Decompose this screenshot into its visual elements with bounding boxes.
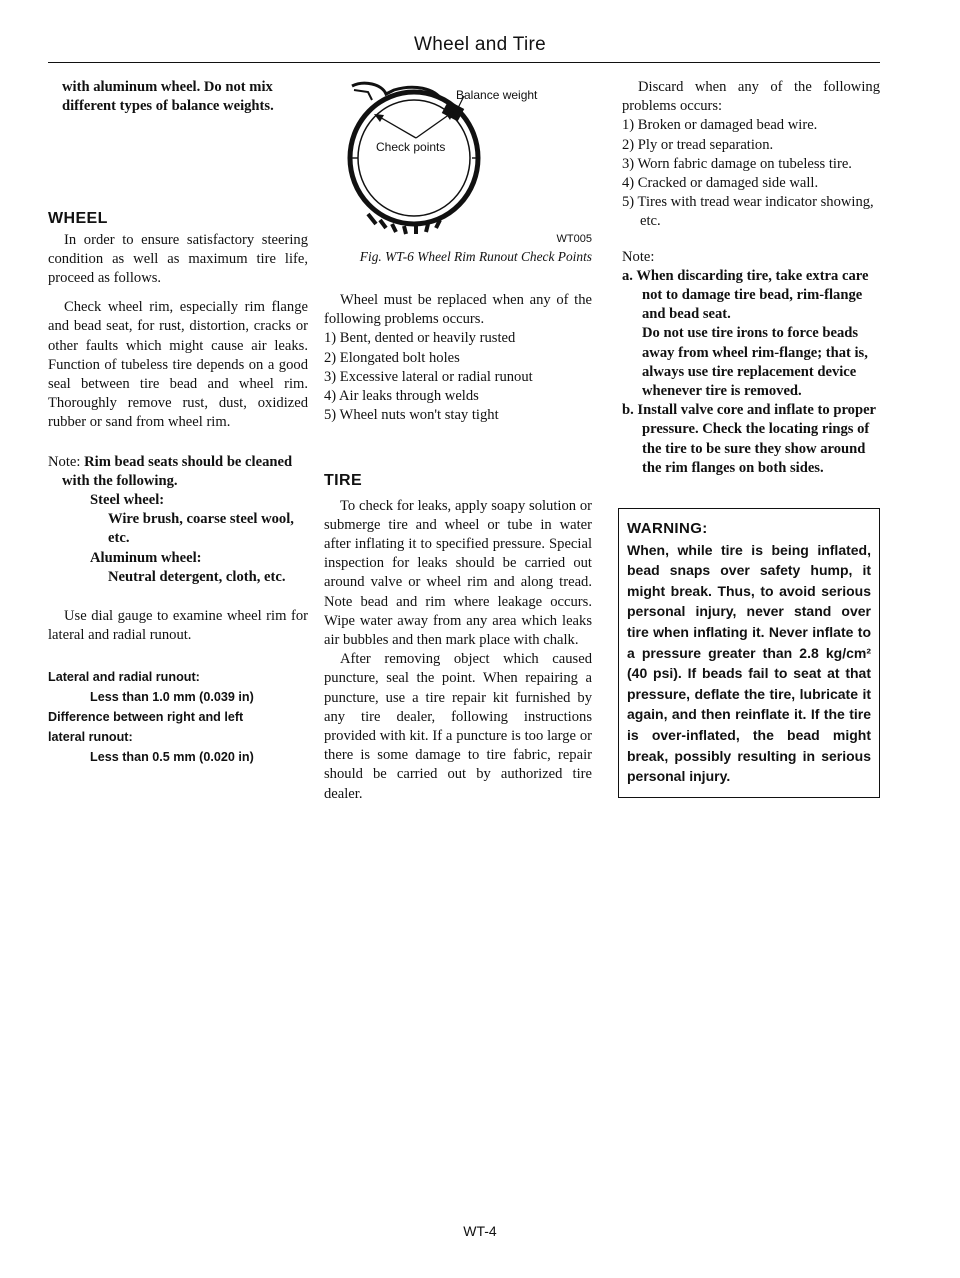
discard-item: 1) Broken or damaged bead wire. xyxy=(622,117,818,134)
discard-list xyxy=(622,116,880,231)
tire-paragraph-1: To check for leaks, apply soapy solution or submerge tire and wheel or tube in water after inflating it to specified pressure. Special inspection for leaks should be carried out around valve or wheel rim and along tread. Note bead and rim where leakage occurs. Wipe water away from any area which leaks air bubbles and then mark place with chalk. xyxy=(324,497,592,649)
discard-item: 5) Tires with tread wear indicator showing, etc. xyxy=(622,194,874,230)
replace-intro: Wheel must be replaced when any of the following problems occurs. xyxy=(324,292,592,328)
wheel-paragraph-2: Check wheel rim, especially rim flange and bead seat, for rust, distortion, cracks or other faults which might cause air leaks. Function of tubeless tire depends on a good seal between tire bead and wheel rim. Thoroughly remove rust, dust, oxidized rubber or sand from wheel rim. xyxy=(48,299,308,431)
note-block xyxy=(48,453,308,587)
replace-item: 2) Elongated bolt holes xyxy=(324,349,460,366)
runout-specs xyxy=(48,667,308,767)
column-middle xyxy=(324,78,592,804)
discard-item: 4) Cracked or damaged side wall. xyxy=(622,175,819,192)
figure-caption-text: Wheel Rim Runout Check Points xyxy=(417,249,592,264)
figure-code: WT005 xyxy=(556,233,592,245)
note-label: Note: xyxy=(48,453,81,470)
replace-item: 1) Bent, dented or heavily rusted xyxy=(324,330,516,347)
aluminum-label: Aluminum wheel: xyxy=(90,549,202,566)
tire-paragraph-2: After removing object which caused puncture, seal the point. When repairing a puncture, use a tire repair kit furnished by any tire dealer, following instructions provided with kit. If a puncture is too large or there is some damage to tire fabric, repair should be carried out by authorized tire dealer. xyxy=(324,651,592,802)
wheel-heading: WHEEL xyxy=(48,210,108,228)
note-line xyxy=(48,453,308,491)
replace-item: 5) Wheel nuts won't stay tight xyxy=(324,407,499,424)
replace-item: 4) Air leaks through welds xyxy=(324,388,479,405)
header-rule xyxy=(48,62,880,63)
figure-caption xyxy=(324,248,592,265)
intro-text: with aluminum wheel. Do not mix different types of balance weights. xyxy=(62,79,274,115)
warning-text: When, while tire is being inflated, bead snaps over safety hump, it might break. Thus, to avoid serious personal injury, never stand over tire when inflating it. Never inflate to a pressure greater than 2.8 kg/cm² (40 psi). If beads fail to seat at that pressure, deflate the tire, lubricate it again, and then reinflate it. If the tire is over-inflated, the bead might break, possibly resulting in serious personal injury. xyxy=(627,541,871,785)
replace-list xyxy=(324,329,592,425)
note-a-continued: Do not use tire irons to force beads away from wheel rim-flange; that is, always use tire replacement device whenever tire is removed. xyxy=(642,325,868,400)
aluminum-text: Neutral detergent, cloth, etc. xyxy=(108,568,286,585)
discard-item: 3) Worn fabric damage on tubeless tire. xyxy=(622,155,852,172)
steel-label: Steel wheel: xyxy=(90,492,165,509)
wheel-rim-figure xyxy=(324,78,592,248)
column-left xyxy=(48,78,308,767)
note-a: a. When discarding tire, take extra care not to damage tire bead, rim-flange and bead seat. xyxy=(622,267,869,323)
tire-heading: TIRE xyxy=(324,472,363,490)
spec-difference-value: Less than 0.5 mm (0.020 in) xyxy=(90,750,254,765)
note-b: b. Install valve core and inflate to proper pressure. Check the locating rings of the tire to be sure they show around the rim flanges on both sides. xyxy=(622,402,876,476)
spec-lateral-radial-label: Lateral and radial runout: xyxy=(48,670,200,685)
figure-label-check-points: Check points xyxy=(376,140,446,154)
note-text: Rim bead seats should be cleaned with the following. xyxy=(62,453,293,489)
wheel-paragraph-1: In order to ensure satisfactory steering condition as well as maximum tire life, proceed as follows. xyxy=(48,231,308,287)
column-right xyxy=(622,78,880,798)
replace-item: 3) Excessive lateral or radial runout xyxy=(324,368,533,385)
dial-gauge-paragraph: Use dial gauge to examine wheel rim for lateral and radial runout. xyxy=(48,608,308,644)
discard-intro: Discard when any of the following problems occurs: xyxy=(622,79,880,115)
warning-box xyxy=(618,508,880,798)
figure-label-balance-weight: Balance weight xyxy=(456,88,538,102)
discard-item: 2) Ply or tread separation. xyxy=(622,136,774,153)
spec-difference-label: Difference between right and left lateral runout: xyxy=(48,710,244,745)
spec-lateral-radial-value: Less than 1.0 mm (0.039 in) xyxy=(90,690,254,705)
steel-text: Wire brush, coarse steel wool, etc. xyxy=(108,511,294,547)
warning-title: WARNING: xyxy=(627,520,708,538)
page-number: WT-4 xyxy=(463,1223,497,1239)
page-header-title: Wheel and Tire xyxy=(414,34,546,55)
note-label-right: Note: xyxy=(622,248,655,265)
figure-caption-ref: Fig. WT-6 xyxy=(359,249,414,264)
